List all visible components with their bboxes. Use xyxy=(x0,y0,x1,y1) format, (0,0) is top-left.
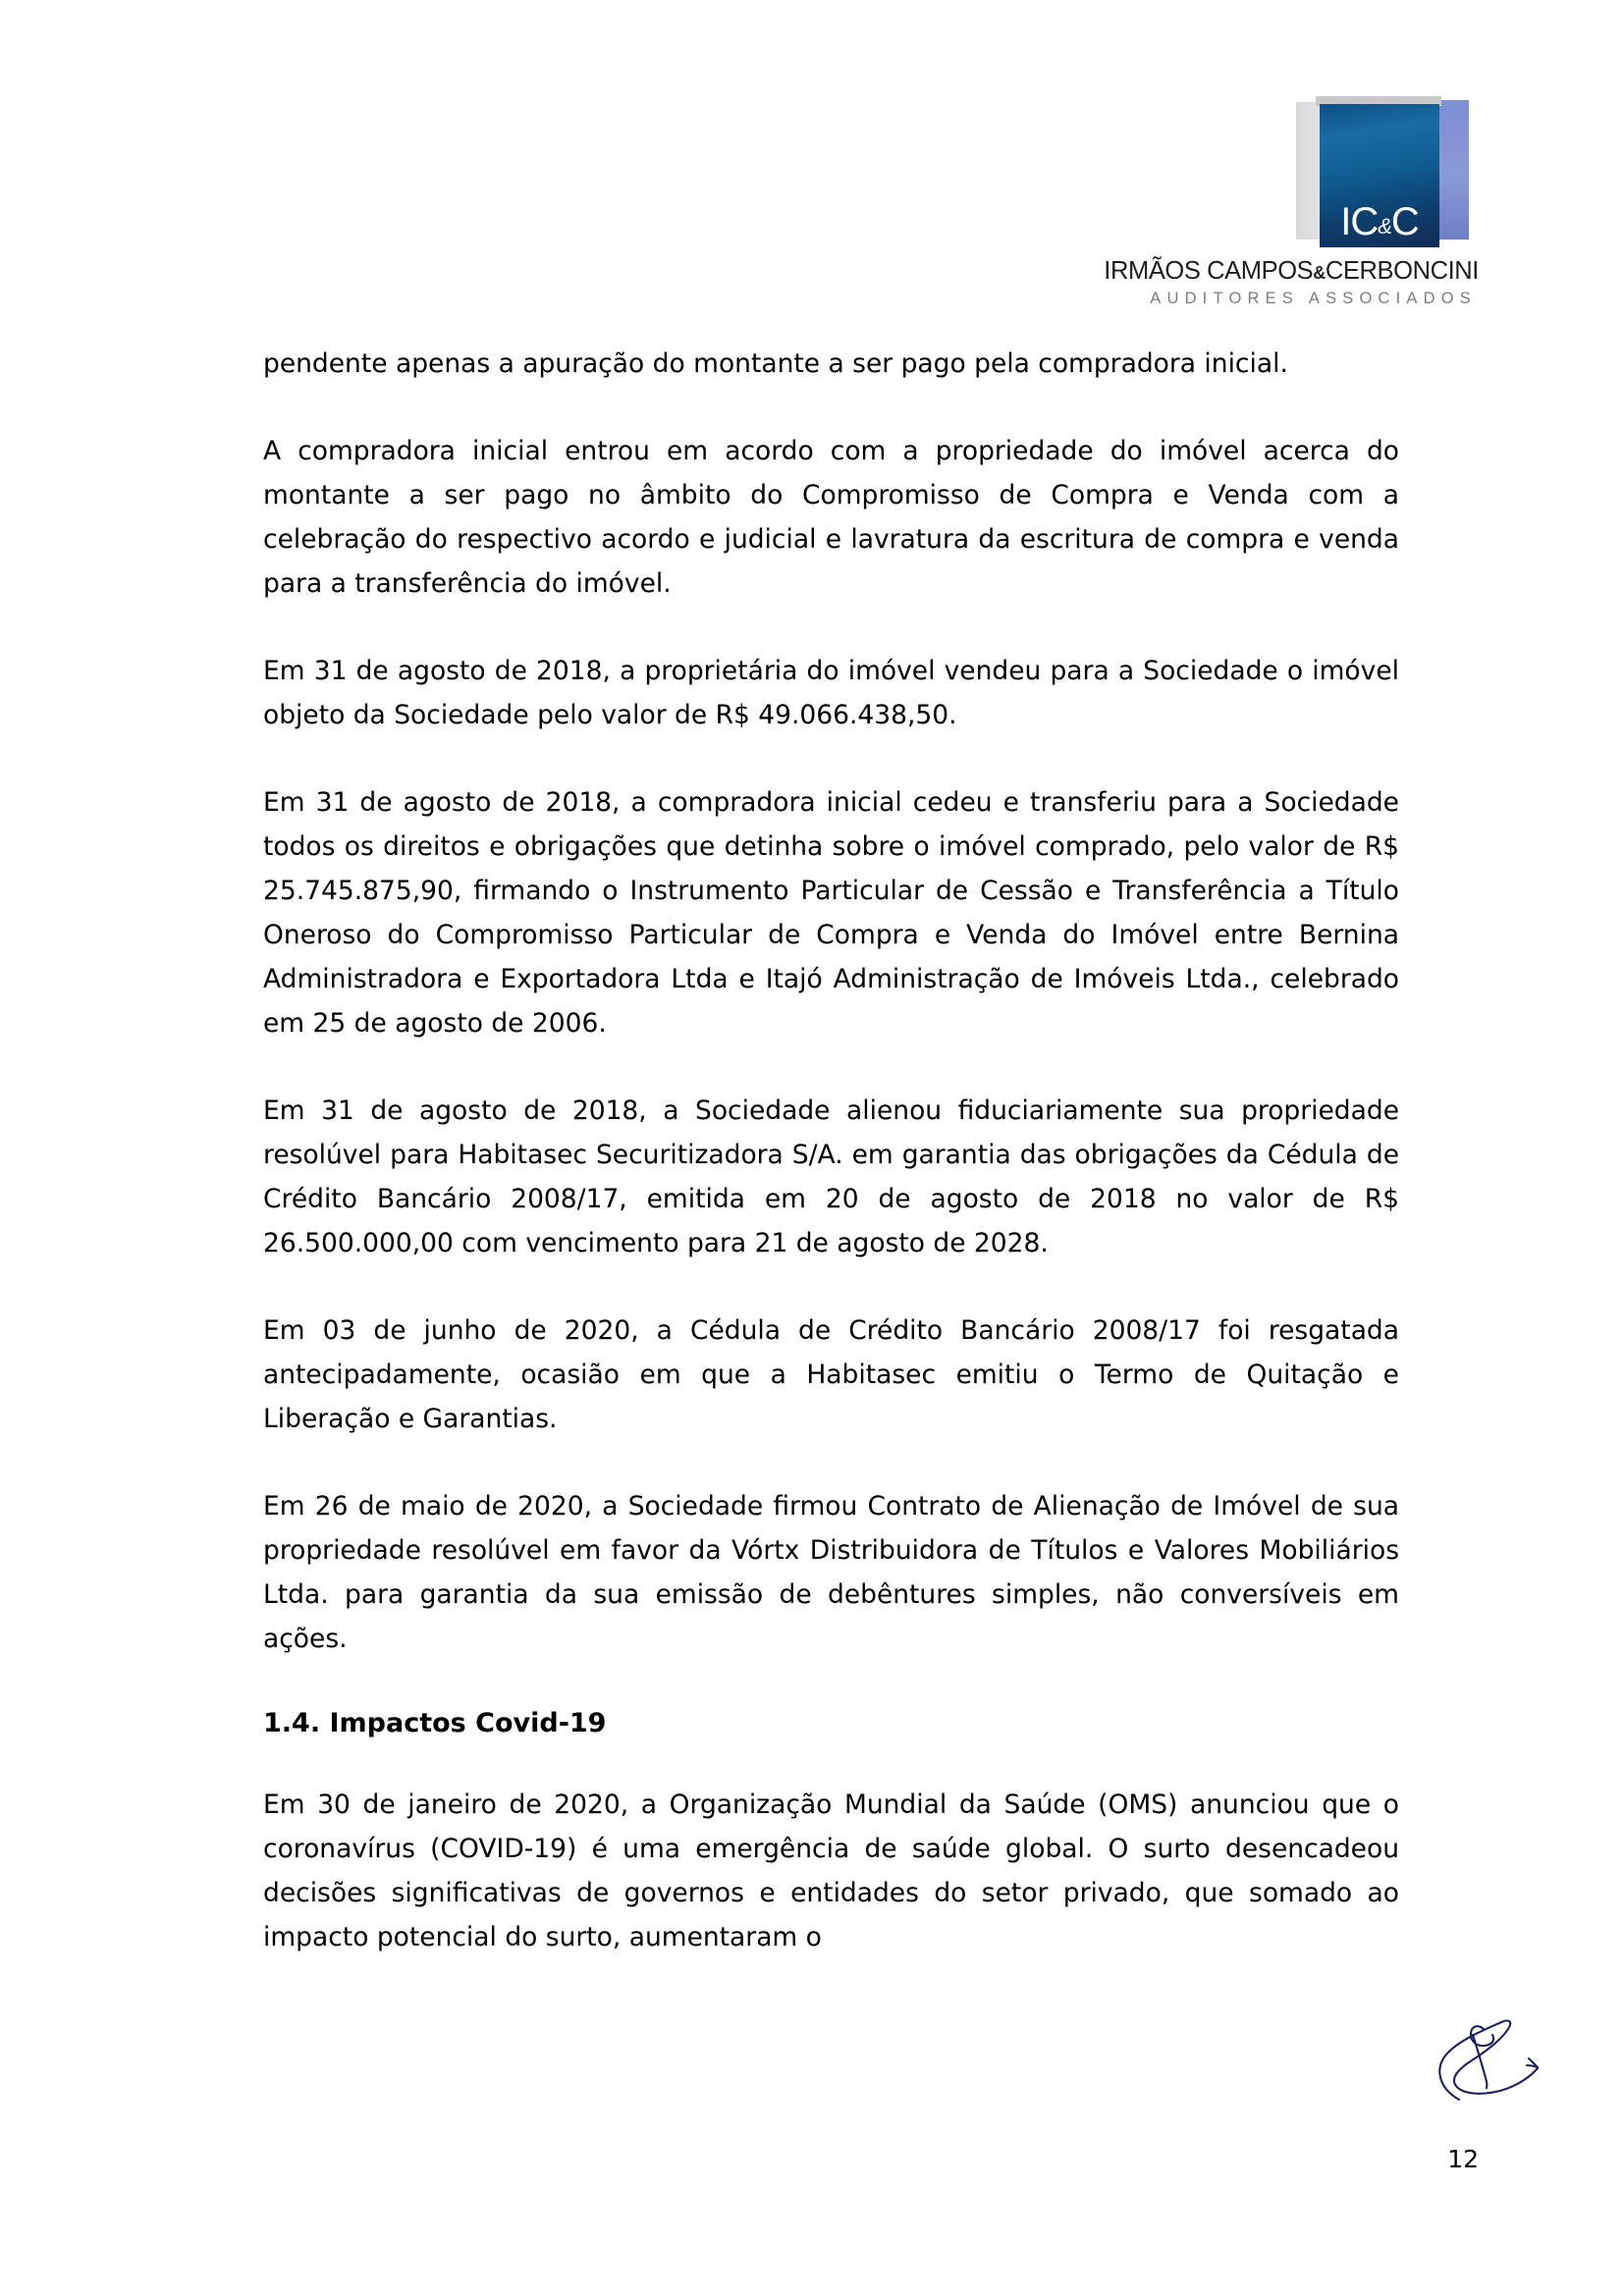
company-logo-header xyxy=(1086,90,1479,316)
logo-subline: AUDITORES ASSOCIADOS xyxy=(1150,290,1477,307)
paragraph: A compradora inicial entrou em acordo com a propriedade do imóvel acerca do montante a ser pago no âmbito do Compromisso de Compra e Venda com a celebração do respectivo acordo e judicial e lavratura da escritura de compra e venda para a transferência do imóvel. xyxy=(263,436,1399,599)
paragraph: Em 03 de junho de 2020, a Cédula de Crédito Bancário 2008/17 foi resgatada antecipadamente, ocasião em que a Habitasec emitiu o Termo de Quitação e Liberação e Garantias. xyxy=(263,1315,1399,1434)
logo-card-ic: IC xyxy=(1340,200,1379,243)
icc-logo-mark xyxy=(1296,90,1473,247)
paragraph: pendente apenas a apuração do montante a ser pago pela compradora inicial. xyxy=(263,348,1288,379)
logo-card-c: C xyxy=(1390,200,1419,243)
paragraph: Em 31 de agosto de 2018, a Sociedade alienou fiduciariamente sua propriedade resolúvel para Habitasec Securitizadora S/A. em garantia das obrigações da Cédula de Crédito Bancário 2008/17, emitida em 20 de agosto de 2018 no valor de R$ 26.500.000,00 com vencimento para 21 de agosto de 2028. xyxy=(263,1095,1399,1258)
paragraph-covid: Em 30 de janeiro de 2020, a Organização Mundial da Saúde (OMS) anunciou que o coronavírus (COVID-19) é uma emergência de saúde global. O surto desencadeou decisões significativas de governos e entidades do setor privado, que somado ao impacto potencial do surto, aumentaram o xyxy=(263,1789,1399,1952)
wordmark-right: CERBONCINI xyxy=(1325,257,1479,285)
wordmark-ampersand: & xyxy=(1313,263,1326,283)
logo-main-card xyxy=(1320,104,1439,247)
paragraph: Em 26 de maio de 2020, a Sociedade firmou Contrato de Alienação de Imóvel de sua propriedade resolúvel em favor da Vórtx Distribuidora de Títulos e Valores Mobiliários Ltda. para garantia da sua emissão de debêntures simples, não conversíveis em ações. xyxy=(263,1491,1399,1654)
logo-card-ampersand: & xyxy=(1378,214,1391,239)
wordmark-left: IRMÃOS CAMPOS xyxy=(1104,257,1314,285)
logo-card-text xyxy=(1320,202,1439,241)
handwritten-signature xyxy=(1409,1998,1556,2135)
paragraph: Em 31 de agosto de 2018, a compradora inicial cedeu e transferiu para a Sociedade todos os direitos e obrigações que detinha sobre o imóvel comprado, pelo valor de R$ 25.745.875,90, firmando o Instrumento Particular de Cessão e Transferência a Título Oneroso do Compromisso Particular de Compra e Venda do Imóvel entre Bernina Administradora e Exportadora Ltda e Itajó Administração de Imóveis Ltda., celebrado em 25 de agosto de 2006. xyxy=(263,787,1399,1039)
document-body xyxy=(263,342,1399,1959)
page-number: 12 xyxy=(1447,2145,1479,2173)
logo-wordmark xyxy=(1086,257,1479,286)
paragraph: Em 31 de agosto de 2018, a proprietária do imóvel vendeu para a Sociedade o imóvel objeto da Sociedade pelo valor de R$ 49.066.438,50. xyxy=(263,656,1399,730)
section-heading-covid: 1.4. Impactos Covid-19 xyxy=(263,1708,607,1738)
